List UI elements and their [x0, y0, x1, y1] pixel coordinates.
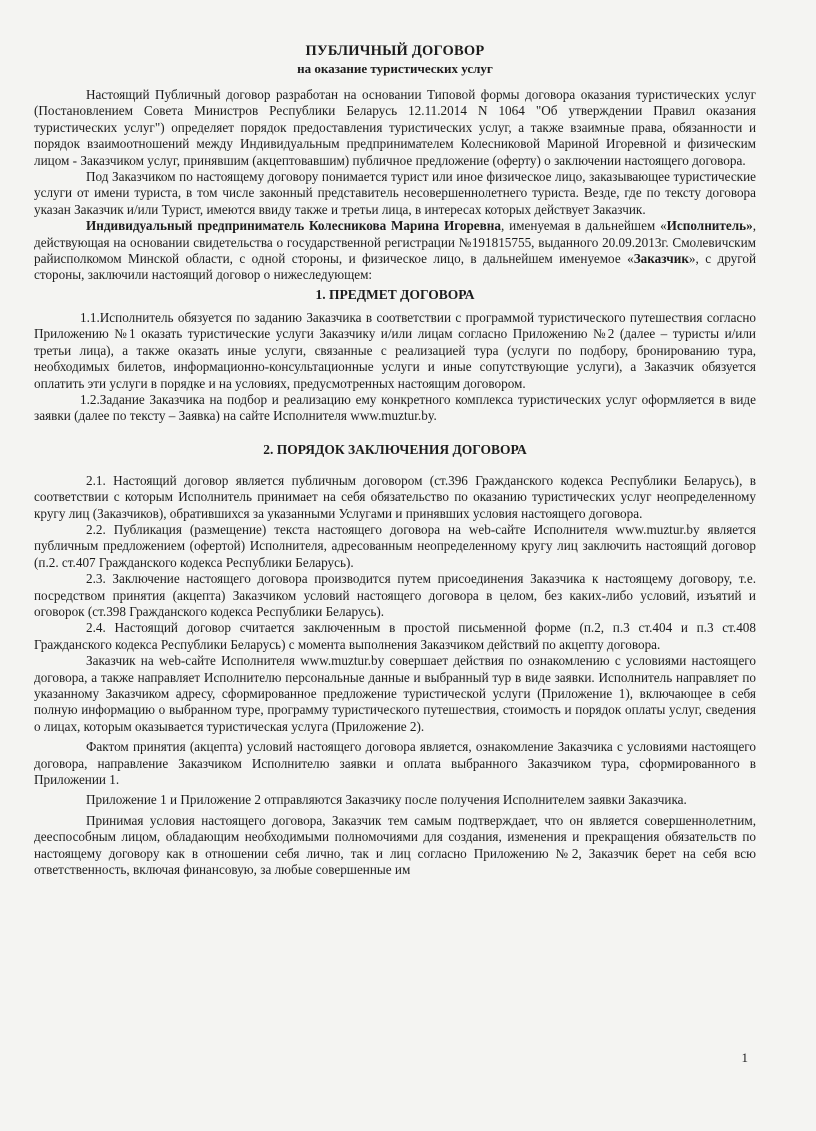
- intro-p3-text-2: , действующая на основании свидетельства о государственной регистрации №191815755, выданного 20.09.2013г. Смолевичским райисполкомом Минской области, с одной стороны, и физическое лицо, в дальнейшем именуемое «: [34, 218, 756, 267]
- section-2-paragraph-6: Фактом принятия (акцепта) условий настоящего договора является, ознакомление Заказчика с условиями настоящего договора, направление Заказчиком Исполнителю заявки и оплата выбранного Заказчиком тура, сформированного в Приложении 1.: [34, 739, 756, 788]
- section-2-paragraph-7: Приложение 1 и Приложение 2 отправляются Заказчику после получения Исполнителем заявки Заказчика.: [86, 792, 687, 808]
- document-title: ПУБЛИЧНЫЙ ДОГОВОР: [305, 43, 485, 59]
- section-2-paragraph-5: Заказчик на web-сайте Исполнителя www.muztur.by совершает действия по ознакомлению с условиями настоящего договора, а также направляет Исполнителю персональные данные и выбранный тур в виде заявки. Исполнитель направляет по указанному Заказчиком адресу, сформированное предложение туристической услуги (Приложение 1), включающее в себя полную информацию о выбранном туре, программу туристического путешествия, стоимость и порядок оплаты услуг, сведения о лицах, которым оказывается туристическая услуга (Приложение 2).: [34, 653, 756, 734]
- intro-p3-text-3: », с другой стороны, заключили настоящий договор о нижеследующем:: [34, 251, 756, 283]
- section-2-heading: 2. ПОРЯДОК ЗАКЛЮЧЕНИЯ ДОГОВОРА: [263, 441, 527, 457]
- section-1-heading: 1. ПРЕДМЕТ ДОГОВОРА: [315, 286, 475, 302]
- section-2-paragraph-4: 2.4. Настоящий договор считается заключенным в простой письменной форме (п.2, п.3 ст.404 и п.3 ст.408 Гражданского кодекса Республики Беларусь) с момента выполнения Заказчиком действий по акцепту договора.: [34, 620, 756, 652]
- intro-paragraph-1: Настоящий Публичный договор разработан на основании Типовой формы договора оказания туристических услуг (Постановлением Совета Министров Республики Беларусь 12.11.2014 N 1064 "Об утверждении Правил оказания туристических услуг") определяет порядок предоставления туристических услуг, а также взаимные права, обязанности и порядок взаимоотношений между Индивидуальным предпринимателем Колесниковой Мариной Игоревной и физическим лицом - Заказчиком услуг, принявшим (акцептовавшим) публичное предложение (оферту) о заключении настоящего договора.: [34, 87, 756, 168]
- intro-paragraph-3: [34, 218, 756, 284]
- contractor-term: Исполнитель»: [666, 218, 753, 234]
- intro-paragraph-2: Под Заказчиком по настоящему договору понимается турист или иное физическое лицо, заказывающее туристические услуги от имени туриста, в том числе законный представитель несовершеннолетнего туриста. Везде, где по тексту договора указан Заказчик и/или Турист, имеются ввиду также и третьи лица, в интересах которых действует Заказчик.: [34, 169, 756, 217]
- contractor-name: Индивидуальный предприниматель Колесникова Марина Игоревна: [86, 218, 501, 234]
- section-2-paragraph-1: 2.1. Настоящий договор является публичным договором (ст.396 Гражданского кодекса Республики Беларусь), в соответствии с которым Исполнитель принимает на себя обязательство по оказанию туристических услуг неопределенному кругу лиц (Заказчиков), обратившихся за указанными Услугами и принявших условия настоящего договора.: [34, 472, 756, 521]
- section-1-paragraph-2: 1.2.Задание Заказчика на подбор и реализацию ему конкретного комплекса туристических услуг оформляется в виде заявки (далее по тексту – Заявка) на сайте Исполнителя www.muztur.by.: [34, 391, 756, 424]
- intro-p3-text-1: , именуемая в дальнейшем «: [500, 218, 667, 234]
- section-1-paragraph-1: 1.1.Исполнитель обязуется по заданию Заказчика в соответствии с программой туристического путешествия согласно Приложению №1 оказать туристические услуги Заказчику и/или лицам согласно Приложению №2 (далее – туристы и/или третьи лица), а также оказать иные услуги, связанные с реализацией тура (услуги по подбору, бронированию тура, необходимых билетов, информационно-консультационные услуги и иные сопутствующие услуги), а Заказчик обязуется оплатить эти услуги в порядке и на условиях, предусмотренных настоящим договором.: [34, 309, 756, 391]
- section-2-paragraph-8: Принимая условия настоящего договора, Заказчик тем самым подтверждает, что он является совершеннолетним, дееспособным лицом, обладающим необходимыми полномочиями для создания, изменения и прекращения обязательств по настоящему договору как в отношении себя лично, так и лиц согласно Приложению №2, Заказчик берет на себя всю ответственность, включая финансовую, за любые совершенные им: [34, 812, 756, 878]
- section-2-paragraph-3: 2.3. Заключение настоящего договора производится путем присоединения Заказчика к настоящему договору, т.е. посредством принятия (акцепта) Заказчиком условий настоящего договора в целом, без каких-либо условий, изъятий и оговорок (ст.398 Гражданского кодекса Республики Беларусь).: [34, 571, 756, 619]
- document-subtitle: на оказание туристических услуг: [297, 61, 493, 76]
- section-2-paragraph-2: 2.2. Публикация (размещение) текста настоящего договора на web-сайте Исполнителя www.muztur.by является публичным предложением (офертой) Исполнителя, адресованным неопределенному кругу лиц заключить настоящий договор (п.2. ст.407 Гражданского кодекса Республики Беларусь).: [34, 521, 756, 570]
- customer-term: Заказчик: [633, 251, 689, 267]
- page-number: 1: [741, 1050, 748, 1065]
